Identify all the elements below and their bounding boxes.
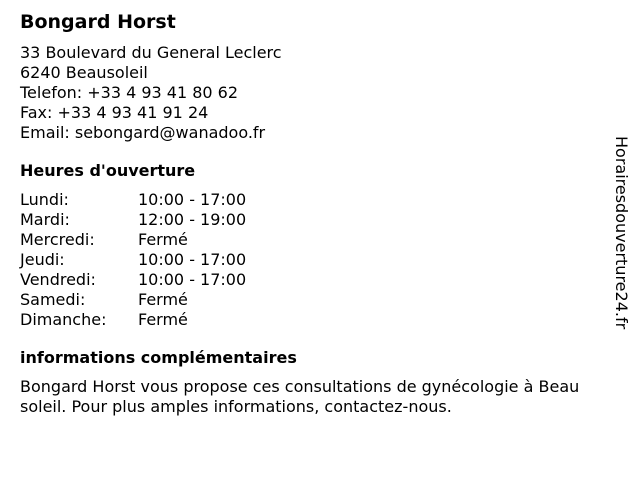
hours-row-saturday	[20, 290, 612, 310]
hours-day: Mardi:	[20, 210, 70, 229]
hours-time: 10:00 - 17:00	[138, 270, 247, 289]
hours-day: Lundi:	[20, 190, 69, 209]
hours-row-monday	[20, 190, 612, 210]
additional-info-text: Bongard Horst vous propose ces consultations de gynécologie à Beau soleil. Pour plus amples informations, contactez-nous.	[20, 377, 580, 416]
hours-day: Jeudi:	[20, 250, 65, 269]
watermark-text: Horairesdouverture24.fr	[612, 136, 631, 330]
email-address: Email: sebongard@wanadoo.fr	[20, 123, 266, 142]
hours-day: Dimanche:	[20, 310, 107, 329]
address-street: 33 Boulevard du General Leclerc	[20, 43, 282, 62]
phone-number: Telefon: +33 4 93 41 80 62	[20, 83, 239, 102]
hours-time: Fermé	[138, 310, 188, 329]
fax-number: Fax: +33 4 93 41 91 24	[20, 103, 209, 122]
opening-hours-heading: Heures d'ouverture	[20, 161, 196, 180]
hours-time: 12:00 - 19:00	[138, 210, 247, 229]
hours-day: Mercredi:	[20, 230, 95, 249]
hours-time: Fermé	[138, 230, 188, 249]
hours-time: Fermé	[138, 290, 188, 309]
business-listing	[20, 10, 612, 417]
hours-row-wednesday	[20, 230, 612, 250]
contact-block	[20, 43, 612, 143]
hours-day: Samedi:	[20, 290, 86, 309]
hours-row-tuesday	[20, 210, 612, 230]
hours-day: Vendredi:	[20, 270, 96, 289]
hours-time: 10:00 - 17:00	[138, 250, 247, 269]
address-city: 6240 Beausoleil	[20, 63, 148, 82]
business-name: Bongard Horst	[20, 11, 176, 33]
opening-hours-table	[20, 190, 612, 330]
hours-time: 10:00 - 17:00	[138, 190, 247, 209]
additional-info-heading: informations complémentaires	[20, 348, 297, 367]
hours-row-friday	[20, 270, 612, 290]
hours-row-thursday	[20, 250, 612, 270]
hours-row-sunday	[20, 310, 612, 330]
